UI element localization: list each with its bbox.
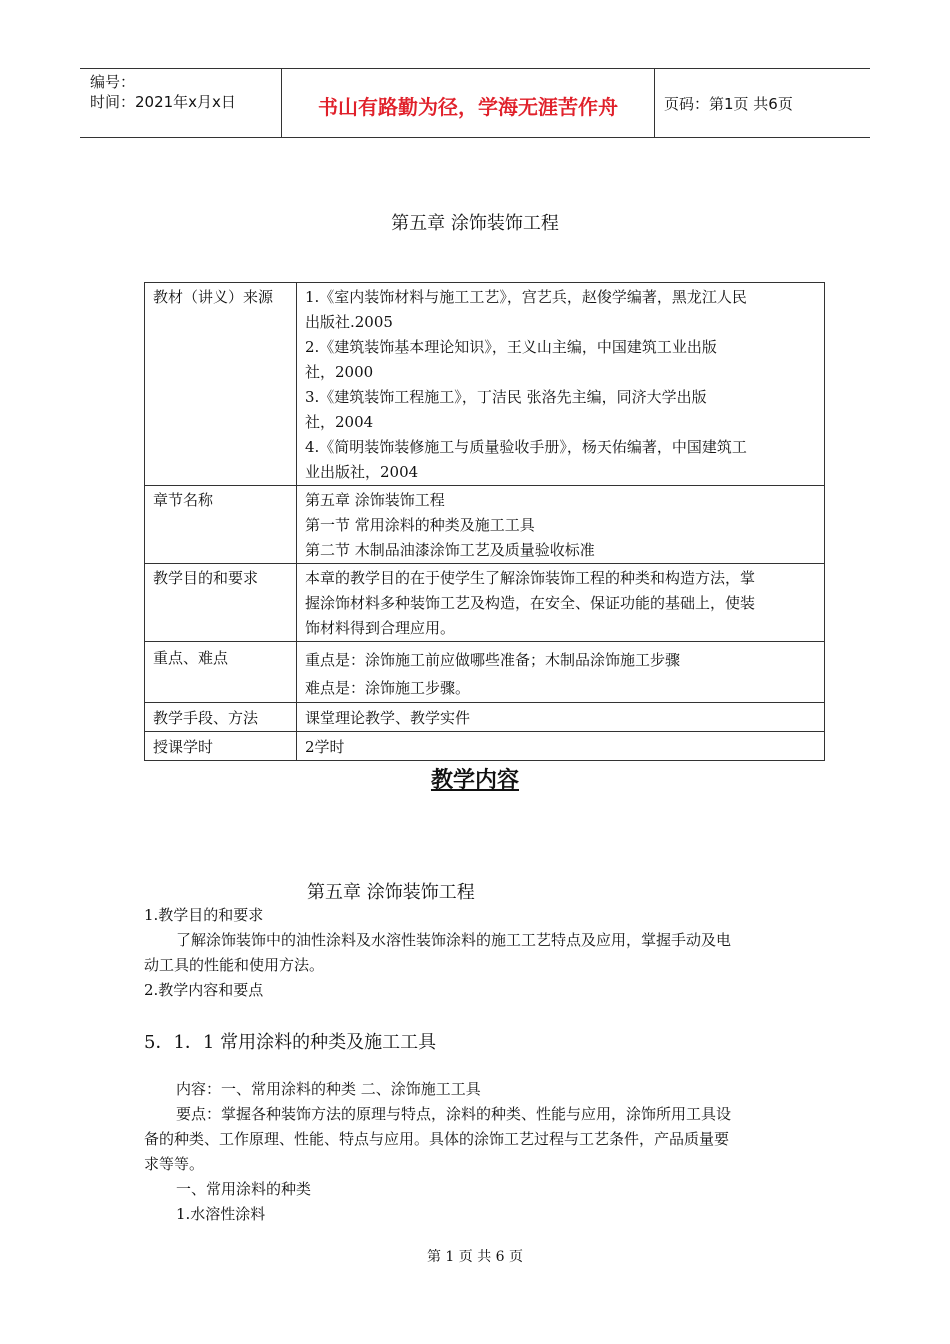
row-value bbox=[297, 732, 825, 761]
row-value bbox=[297, 642, 825, 703]
content-line: 内容：一、常用涂料的种类 二、涂饰施工工具 bbox=[176, 1080, 481, 1098]
value-line: 第二节 木制品油漆涂饰工艺及质量验收标准 bbox=[305, 541, 595, 559]
item-content-points: 2.教学内容和要点 bbox=[144, 981, 264, 999]
page-footer: 第 1 页 共 6 页 bbox=[426, 1249, 524, 1265]
value-line: 课堂理论教学、教学实件 bbox=[305, 709, 471, 727]
header-page-cell bbox=[654, 69, 870, 137]
row-key: 章节名称 bbox=[145, 486, 297, 564]
value-line: 3.《建筑装饰工程施工》，丁洁民 张洛先主编，同济大学出版 bbox=[305, 388, 707, 406]
row-value bbox=[297, 283, 825, 486]
row-value bbox=[297, 564, 825, 642]
row-value bbox=[297, 486, 825, 564]
value-line: 2.《建筑装饰基本理论知识》，王义山主编，中国建筑工业出版 bbox=[305, 338, 717, 356]
value-line: 业出版社，2004 bbox=[305, 463, 419, 481]
row-key: 教学手段、方法 bbox=[145, 703, 297, 732]
table-row bbox=[145, 732, 825, 761]
table-row bbox=[145, 486, 825, 564]
section-chapter-heading: 第五章 涂饰装饰工程 bbox=[307, 882, 475, 903]
row-value bbox=[297, 703, 825, 732]
value-line: 本章的教学目的在于使学生了解涂饰装饰工程的种类和构造方法，掌 bbox=[305, 569, 756, 587]
value-line: 社，2004 bbox=[305, 413, 374, 431]
value-line: 4.《简明装饰装修施工与质量验收手册》，杨天佑编著，中国建筑工 bbox=[305, 438, 747, 456]
header-motto-cell bbox=[281, 69, 655, 137]
course-info-table bbox=[144, 282, 825, 761]
objectives-text: 动工具的性能和使用方法。 bbox=[144, 956, 325, 974]
subheading: 一、常用涂料的种类 bbox=[176, 1180, 312, 1198]
value-line: 握涂饰材料多种装饰工艺及构造，在安全、保证功能的基础上，使装 bbox=[305, 594, 756, 612]
value-line: 2学时 bbox=[305, 738, 345, 756]
value-line: 1.《室内装饰材料与施工工艺》，宫艺兵，赵俊学编著，黑龙江人民 bbox=[305, 288, 747, 306]
teaching-content-title: 教学内容 bbox=[430, 768, 519, 793]
row-key: 授课学时 bbox=[145, 732, 297, 761]
value-line: 出版社.2005 bbox=[305, 313, 393, 331]
motto: 书山有路勤为径，学海无涯苦作舟 bbox=[318, 95, 618, 119]
objectives-text: 了解涂饰装饰中的油性涂料及水溶性装饰涂料的施工工艺特点及应用，掌握手动及电 bbox=[176, 931, 732, 949]
value-line: 第一节 常用涂料的种类及施工工具 bbox=[305, 516, 535, 534]
page-header bbox=[80, 68, 870, 138]
table-row bbox=[145, 642, 825, 703]
number-label: 编号： bbox=[90, 73, 136, 91]
section-heading: 5．1．1 常用涂料的种类及施工工具 bbox=[144, 1032, 437, 1053]
value-line: 第五章 涂饰装饰工程 bbox=[305, 491, 445, 509]
row-key: 教学目的和要求 bbox=[145, 564, 297, 642]
value-line: 重点是：涂饰施工前应做哪些准备；木制品涂饰施工步骤 bbox=[305, 651, 681, 669]
table-row bbox=[145, 703, 825, 732]
time-label: 时间：2021年x月x日 bbox=[90, 93, 236, 111]
table-row bbox=[145, 564, 825, 642]
row-key: 教材（讲义）来源 bbox=[145, 283, 297, 486]
points-text: 备的种类、工作原理、性能、特点与应用。具体的涂饰工艺过程与工艺条件，产品质量要 bbox=[144, 1130, 730, 1148]
item-objectives: 1.教学目的和要求 bbox=[144, 906, 264, 924]
table-row bbox=[145, 283, 825, 486]
points-text: 要点：掌握各种装饰方法的原理与特点，涂料的种类、性能与应用，涂饰所用工具设 bbox=[176, 1105, 732, 1123]
value-line: 饰材料得到合理应用。 bbox=[305, 619, 456, 637]
chapter-title: 第五章 涂饰装饰工程 bbox=[391, 213, 559, 234]
points-text: 求等等。 bbox=[144, 1155, 205, 1173]
header-meta bbox=[80, 69, 280, 137]
row-key: 重点、难点 bbox=[145, 642, 297, 703]
page-info: 页码：第1页 共6页 bbox=[664, 95, 793, 113]
value-line: 社，2000 bbox=[305, 363, 374, 381]
value-line: 难点是：涂饰施工步骤。 bbox=[305, 679, 471, 697]
subheading-item: 1.水溶性涂料 bbox=[176, 1205, 266, 1223]
